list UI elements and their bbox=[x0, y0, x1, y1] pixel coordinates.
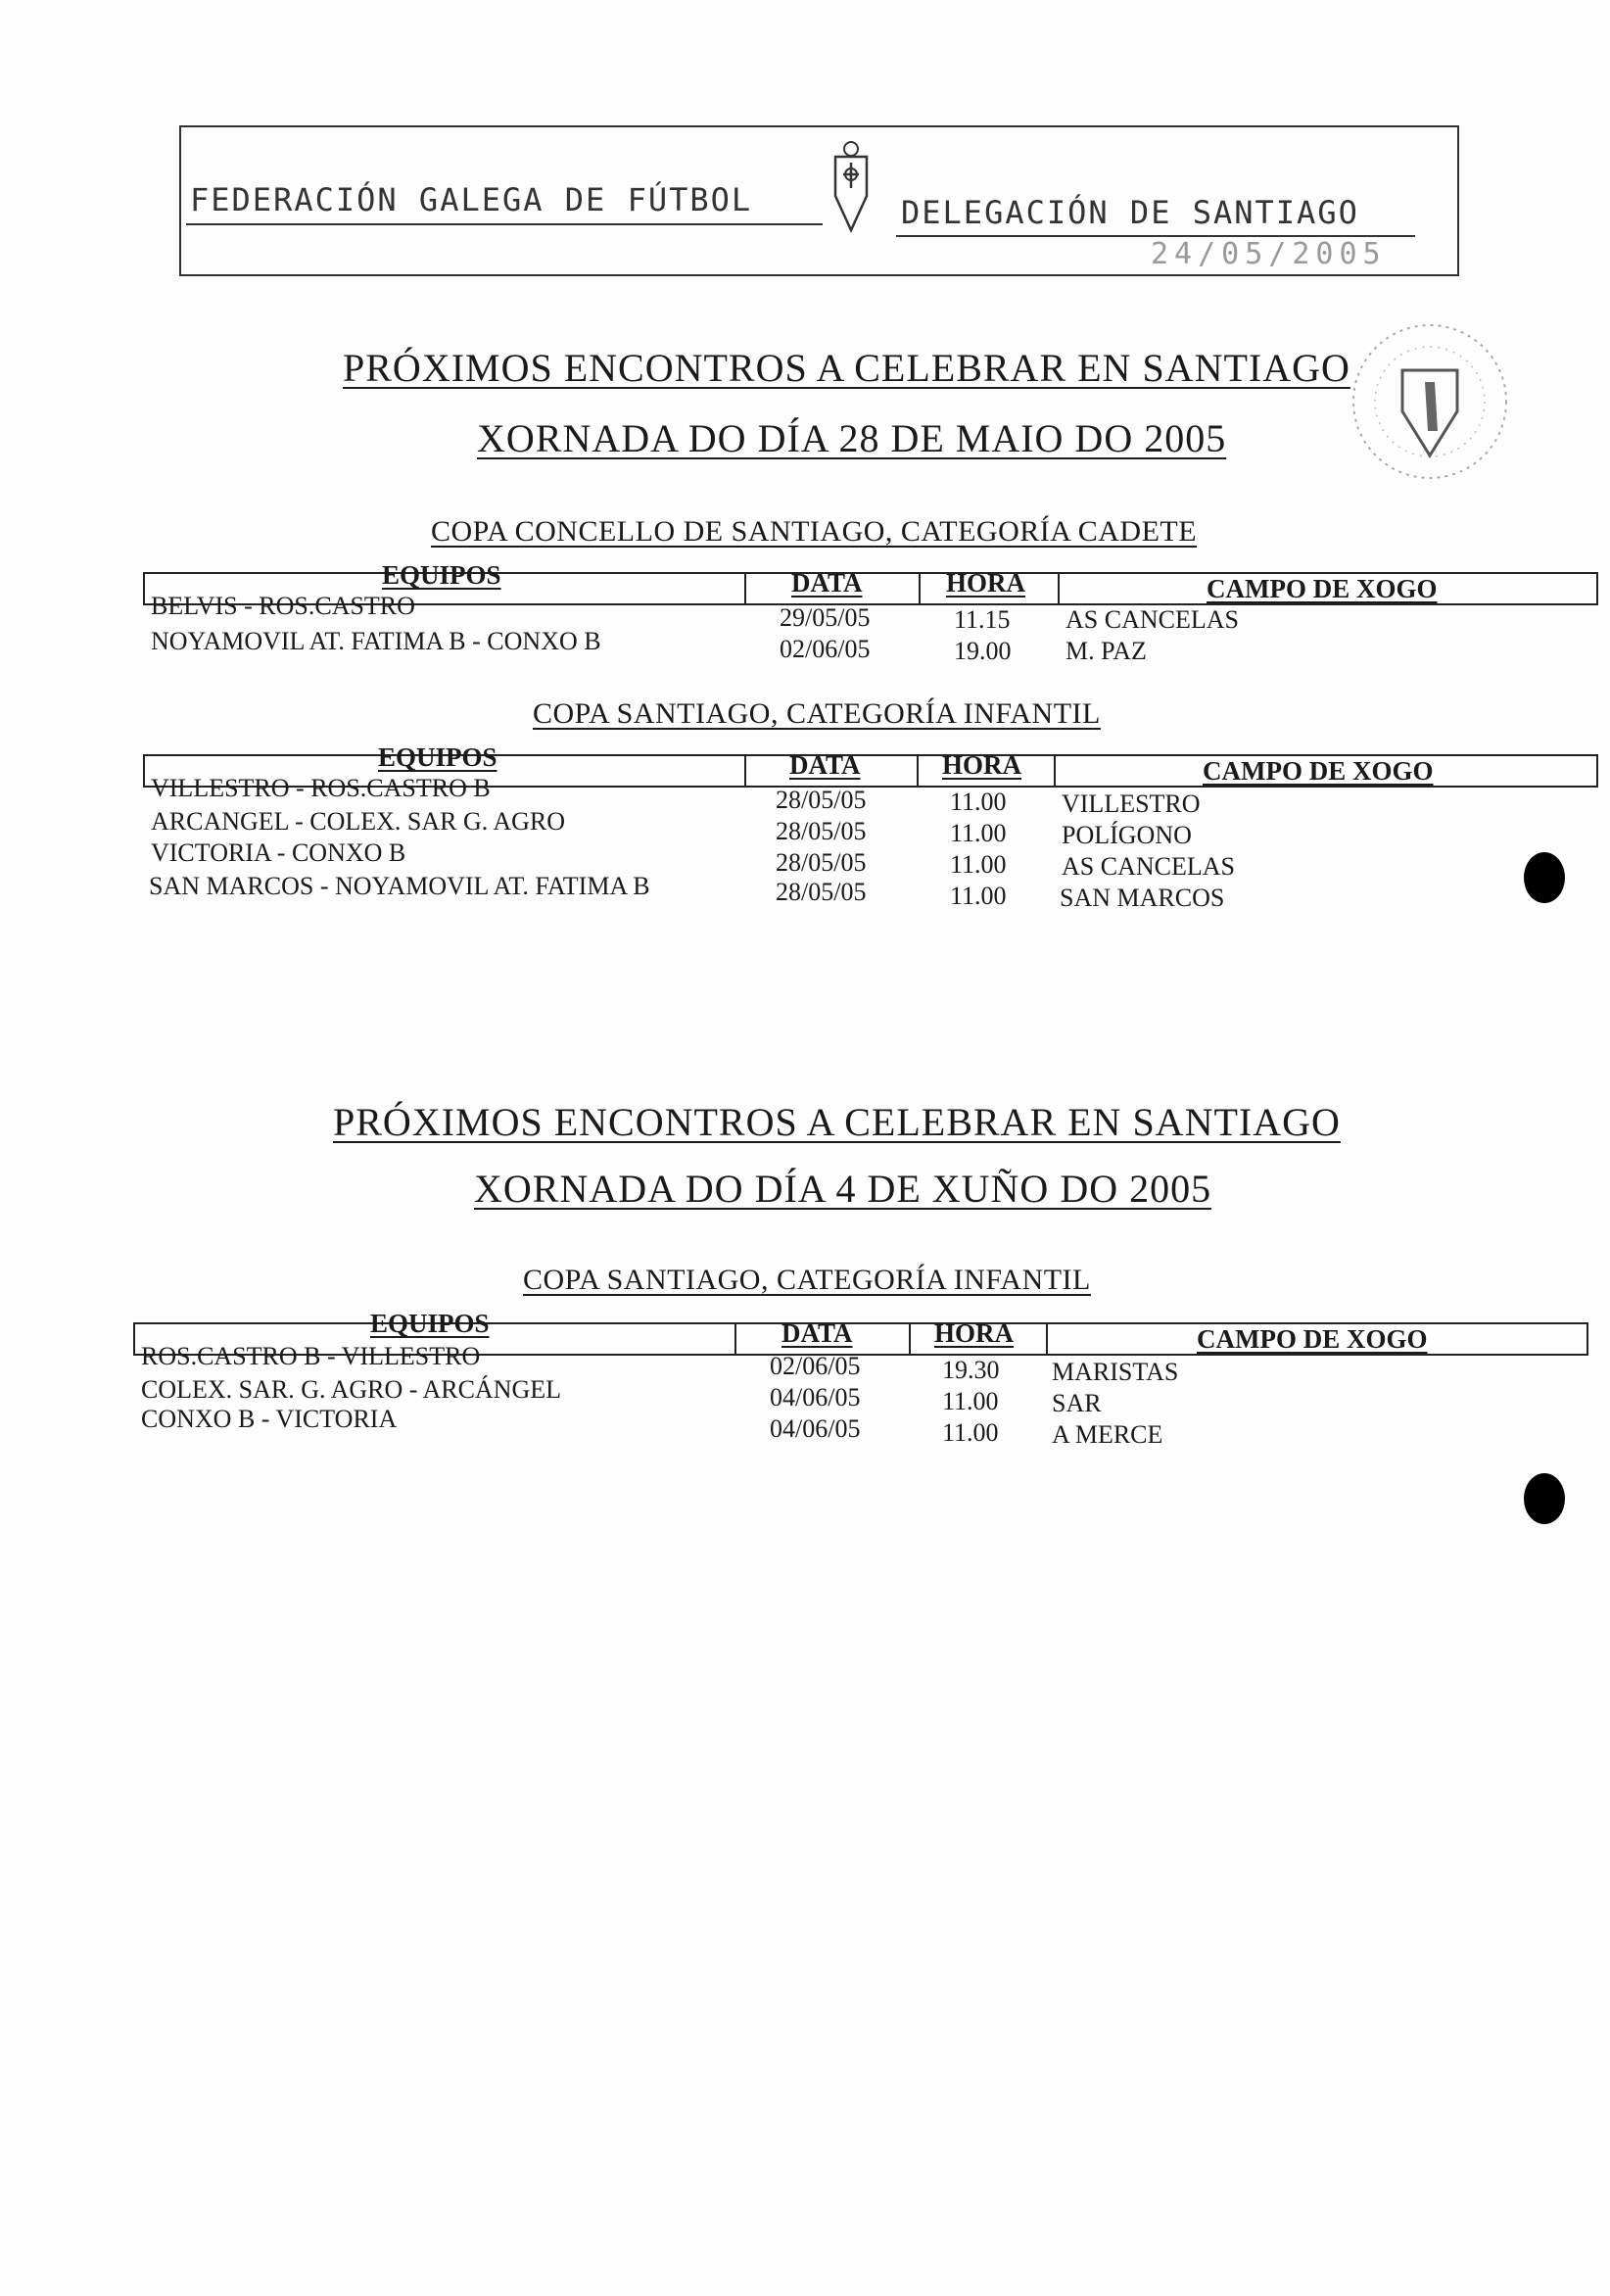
table2-col-hora: HORA bbox=[942, 750, 1021, 780]
table2-row3-data: 28/05/05 bbox=[776, 848, 867, 877]
table1-row2-hora: 19.00 bbox=[954, 637, 1012, 665]
table3-row1-campo: MARISTAS bbox=[1052, 1358, 1179, 1386]
table1-col-separator bbox=[919, 572, 921, 605]
section1-title: PRÓXIMOS ENCONTROS A CELEBRAR EN SANTIAGO bbox=[343, 346, 1350, 390]
federation-underline bbox=[186, 223, 823, 225]
table2-row1-hora: 11.00 bbox=[950, 788, 1007, 816]
section2-subtitle: XORNADA DO DÍA 4 DE XUÑO DO 2005 bbox=[474, 1167, 1212, 1211]
table1-row1-campo: AS CANCELAS bbox=[1065, 605, 1239, 634]
table2-row2-campo: POLÍGONO bbox=[1062, 821, 1192, 849]
table1-col-separator bbox=[1058, 572, 1060, 605]
table3-col-equipos: EQUIPOS bbox=[370, 1309, 490, 1338]
table1-col-campo: CAMPO DE XOGO bbox=[1207, 574, 1438, 603]
delegation-name: DELEGACIÓN DE SANTIAGO bbox=[901, 194, 1359, 231]
table1-row2-campo: M. PAZ bbox=[1065, 637, 1147, 665]
table2-row2-data: 28/05/05 bbox=[776, 817, 867, 845]
table2-row3-equipos: VICTORIA - CONXO B bbox=[151, 838, 406, 867]
table1-col-equipos: EQUIPOS bbox=[382, 560, 501, 590]
table2-col-separator bbox=[1054, 754, 1056, 788]
table3-row1-hora: 19.30 bbox=[942, 1356, 1000, 1384]
table2-row1-campo: VILLESTRO bbox=[1062, 789, 1201, 818]
table1-row2-data: 02/06/05 bbox=[780, 635, 871, 663]
table2-col-data: DATA bbox=[789, 750, 861, 780]
table1-row2-equipos: NOYAMOVIL AT. FATIMA B - CONXO B bbox=[151, 627, 601, 655]
table2-col-separator bbox=[917, 754, 919, 788]
table2-row1-data: 28/05/05 bbox=[776, 786, 867, 814]
table3-row1-data: 02/06/05 bbox=[770, 1352, 861, 1380]
table1-row1-hora: 11.15 bbox=[954, 605, 1011, 634]
table1-col-data: DATA bbox=[791, 568, 863, 598]
federation-crest-icon bbox=[826, 127, 876, 235]
table1-row1-equipos: BELVIS - ROS.CASTRO bbox=[151, 592, 415, 620]
table1-row1-data: 29/05/05 bbox=[780, 603, 871, 632]
table3-row3-hora: 11.00 bbox=[942, 1418, 999, 1447]
table3-row2-data: 04/06/05 bbox=[770, 1383, 861, 1411]
table2-row3-hora: 11.00 bbox=[950, 850, 1007, 879]
table3-row3-campo: A MERCE bbox=[1052, 1420, 1163, 1449]
table3-col-separator bbox=[734, 1322, 736, 1356]
table2-row3-campo: AS CANCELAS bbox=[1062, 852, 1235, 881]
table3-row3-equipos: CONXO B - VICTORIA bbox=[141, 1405, 398, 1433]
table3-row1-equipos: ROS.CASTRO B - VILLESTRO bbox=[141, 1342, 481, 1370]
table2-row1-equipos: VILLESTRO - ROS.CASTRO B bbox=[151, 774, 491, 802]
table3-col-campo: CAMPO DE XOGO bbox=[1197, 1324, 1428, 1354]
table2-row4-equipos: SAN MARCOS - NOYAMOVIL AT. FATIMA B bbox=[149, 872, 650, 900]
section1-subtitle: XORNADA DO DÍA 28 DE MAIO DO 2005 bbox=[477, 416, 1227, 460]
table2-row2-hora: 11.00 bbox=[950, 819, 1007, 847]
federation-name: FEDERACIÓN GALEGA DE FÚTBOL bbox=[190, 181, 753, 218]
table3-row3-data: 04/06/05 bbox=[770, 1414, 861, 1443]
table1-title: COPA CONCELLO DE SANTIAGO, CATEGORÍA CADETE bbox=[431, 515, 1198, 548]
table3-row2-campo: SAR bbox=[1052, 1389, 1102, 1417]
table2-row4-hora: 11.00 bbox=[950, 882, 1007, 910]
table3-row2-hora: 11.00 bbox=[942, 1387, 999, 1415]
table2-row4-campo: SAN MARCOS bbox=[1060, 884, 1225, 912]
table3-col-separator bbox=[1046, 1322, 1048, 1356]
table2-col-campo: CAMPO DE XOGO bbox=[1203, 756, 1434, 786]
punch-hole bbox=[1524, 1473, 1565, 1524]
table2-row2-equipos: ARCANGEL - COLEX. SAR G. AGRO bbox=[151, 807, 565, 836]
table3-row2-equipos: COLEX. SAR. G. AGRO - ARCÁNGEL bbox=[141, 1375, 562, 1404]
federation-stamp-icon bbox=[1342, 313, 1518, 490]
table1-col-separator bbox=[744, 572, 746, 605]
table2-title: COPA SANTIAGO, CATEGORÍA INFANTIL bbox=[533, 697, 1101, 730]
table3-col-data: DATA bbox=[781, 1318, 853, 1348]
header-date: 24/05/2005 bbox=[1151, 237, 1387, 271]
table3-title: COPA SANTIAGO, CATEGORÍA INFANTIL bbox=[523, 1264, 1091, 1296]
table2-col-separator bbox=[744, 754, 746, 788]
section2-title: PRÓXIMOS ENCONTROS A CELEBRAR EN SANTIAGO bbox=[333, 1100, 1341, 1144]
table3-col-hora: HORA bbox=[934, 1318, 1014, 1348]
punch-hole bbox=[1524, 852, 1565, 903]
table1-col-hora: HORA bbox=[946, 568, 1025, 598]
table2-row4-data: 28/05/05 bbox=[776, 878, 867, 906]
table3-col-separator bbox=[909, 1322, 911, 1356]
table2-col-equipos: EQUIPOS bbox=[378, 742, 497, 772]
